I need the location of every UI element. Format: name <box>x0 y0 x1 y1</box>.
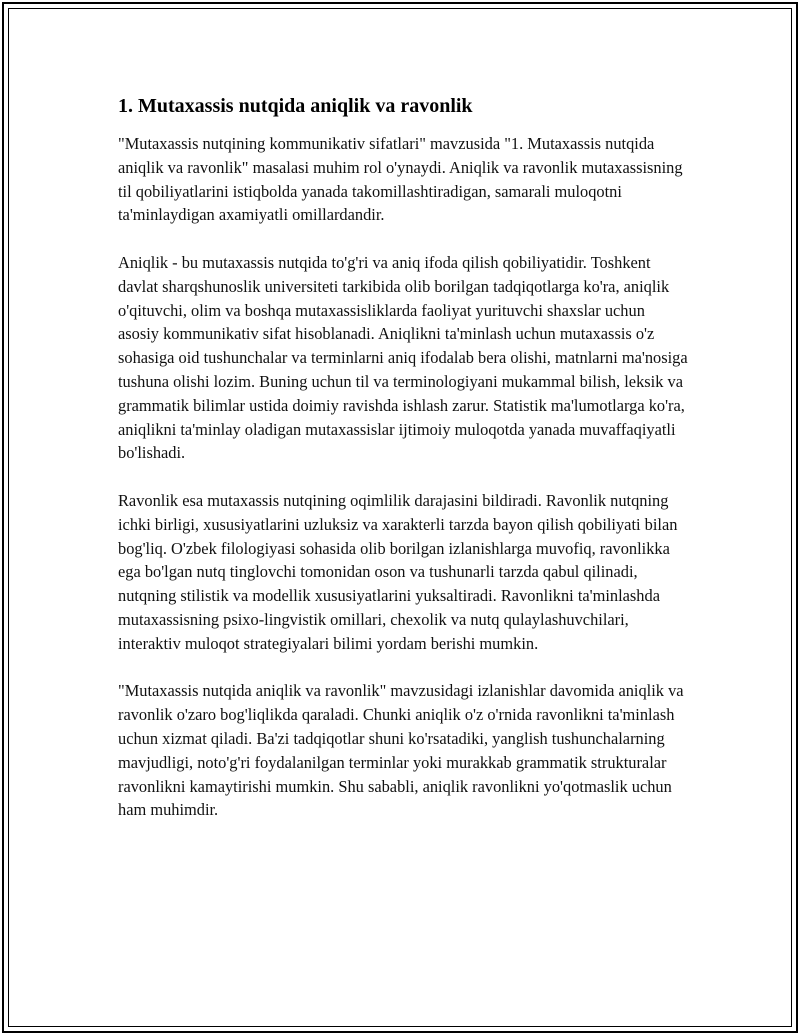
document-body <box>118 92 688 846</box>
paragraph-conclusion: "Mutaxassis nutqida aniqlik va ravonlik" mavzusidagi izlanishlar davomida aniqlik va ravonlik o'zaro bog'liqlikda qaraladi. Chunki aniqlik o'z o'rnida ravonlikni ta'minlash uchun xizmat qiladi. Ba'zi tadqiqotlar shuni ko'rsatadiki, yanglish tushunchalarning mavjudligi, noto'g'ri foydalanilgan terminlar yoki murakkab grammatik strukturalar ravonlikni kamaytirishi mumkin. Shu sababli, aniqlik ravonlikni yo'qotmaslik uchun ham muhimdir. <box>118 681 684 820</box>
paragraph-intro: "Mutaxassis nutqining kommunikativ sifatlari" mavzusida "1. Mutaxassis nutqida aniqlik va ravonlik" masalasi muhim rol o'ynaydi. Aniqlik va ravonlik mutaxassisning til qobiliyatlarini istiqbolda yanada takomillashtiradigan, samarali muloqotni ta'minlaydigan axamiyatli omillardandir. <box>118 134 683 225</box>
paragraph-aniqlik: Aniqlik - bu mutaxassis nutqida to'g'ri va aniq ifoda qilish qobiliyatidir. Toshkent davlat sharqshunoslik universiteti tarkibida olib borilgan tadqiqotlarga ko'ra, aniqlik o'qituvchi, olim va boshqa mutaxassisliklarda faoliyat yurituvchi shaxslar uchun asosiy kommunikativ sifat hisoblanadi. Aniqlikni ta'minlash uchun mutaxassis o'z sohasiga oid tushunchalar va terminlarni aniq ifodalab bera olishi, matnlarni ma'nosiga tushuna olishi lozim. Buning uchun til va terminologiyani mukammal bilish, leksik va grammatik bilimlar ustida doimiy ravishda ishlash zarur. Statistik ma'lumotlarga ko'ra, aniqlikni ta'minlay oladigan mutaxassislar ijtimoiy muloqotda yanada muvaffaqiyatli bo'lishadi. <box>118 252 688 463</box>
section-heading: 1. Mutaxassis nutqida aniqlik va ravonlik <box>118 95 473 117</box>
paragraph-ravonlik: Ravonlik esa mutaxassis nutqining oqimlilik darajasini bildiradi. Ravonlik nutqning ichki birligi, xususiyatlarini uzluksiz va xarakterli tarzda bayon qilish qobiliyati bilan bog'liq. O'zbek filologiyasi sohasida olib borilgan izlanishlarga muvofiq, ravonlikka ega bo'lgan nutq tinglovchi tomonidan oson va tushunarli tarzda qabul qilinadi, nutqning stilistik va modellik xususiyatlarini yuksaltiradi. Ravonlikni ta'minlashda mutaxassisning psixo-lingvistik omillari, chexolik va nutq qulaylashuvchilari, interaktiv muloqot strategiyalari bilimi yordam berishi mumkin. <box>118 490 678 653</box>
